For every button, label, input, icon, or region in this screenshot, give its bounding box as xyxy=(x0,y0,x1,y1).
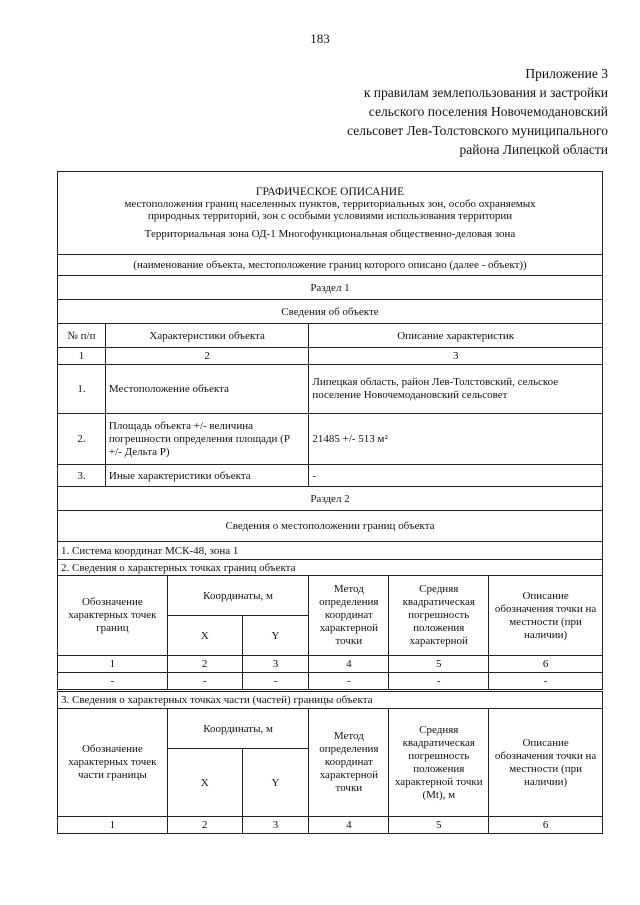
part-coords-header: Координаты, м xyxy=(167,709,309,749)
points-cell: - xyxy=(489,673,603,690)
section2-title: Раздел 2 xyxy=(58,487,603,511)
points-cell: - xyxy=(167,673,242,690)
document-title: ГРАФИЧЕСКОЕ ОПИСАНИЕ xyxy=(255,186,405,198)
points-method-header: Метод определения координат характерной точки xyxy=(309,576,389,656)
column-header: № п/п xyxy=(58,324,106,348)
characteristic-name: Местоположение объекта xyxy=(105,365,308,414)
characteristic-value: - xyxy=(309,465,603,487)
row-number: 1. xyxy=(58,365,106,414)
appendix-line: сельского поселения Новочемодановский xyxy=(368,104,608,119)
points-cell: - xyxy=(389,673,489,690)
header-cell xyxy=(58,172,603,255)
column-header: Описание характеристик xyxy=(309,324,603,348)
points-col-number: 1 xyxy=(58,656,168,673)
part-method-header: Метод определения координат характерной точки xyxy=(309,709,389,817)
points-col-number: 2 xyxy=(167,656,242,673)
part-x-header: X xyxy=(167,749,242,817)
points-cell: - xyxy=(58,673,168,690)
points-col-number: 6 xyxy=(489,656,603,673)
points-col-number: 5 xyxy=(389,656,489,673)
section1-subtitle: Сведения об объекте xyxy=(58,300,603,324)
points-x-header: X xyxy=(167,616,242,656)
part-designation-header: Обозначение характерных точек части границы xyxy=(58,709,168,817)
part-accuracy-header: Средняя квадратическая погрешность положения характерной точки (Mt), м xyxy=(389,709,489,817)
characteristic-value: 21485 +/- 513 м² xyxy=(309,414,603,465)
column-number: 3 xyxy=(309,348,603,365)
row-number: 3. xyxy=(58,465,106,487)
row-number: 2. xyxy=(58,414,106,465)
document-subtitle: местоположения границ населенных пунктов, территориальных зон, особо охраняемых xyxy=(124,198,536,210)
column-header: Характеристики объекта xyxy=(105,324,308,348)
column-number: 1 xyxy=(58,348,106,365)
appendix-line: района Липецкой области xyxy=(459,142,608,157)
object-note: (наименование объекта, местоположение границ которого описано (далее - объект)) xyxy=(58,255,603,276)
part-points-table xyxy=(57,691,603,834)
points-description-header: Описание обозначения точки на местности (при наличии) xyxy=(489,576,603,656)
part-title: 3. Сведения о характерных точках части (частей) границы объекта xyxy=(58,692,603,709)
points-y-header: Y xyxy=(242,616,309,656)
appendix-heading xyxy=(347,64,608,159)
points-col-number: 3 xyxy=(242,656,309,673)
part-y-header: Y xyxy=(242,749,309,817)
points-cell: - xyxy=(242,673,309,690)
points-coords-header: Координаты, м xyxy=(167,576,309,616)
document-subtitle: природных территорий, зон с особыми условиями использования территории xyxy=(147,210,513,222)
points-accuracy-header: Средняя квадратическая погрешность положения характерной xyxy=(389,576,489,656)
coordinate-system: 1. Система координат МСК-48, зона 1 xyxy=(58,542,603,560)
part-col-number: 1 xyxy=(58,817,168,834)
main-table xyxy=(57,171,603,690)
appendix-line: к правилам землепользования и застройки xyxy=(363,85,608,100)
appendix-line: Приложение 3 xyxy=(525,66,608,81)
part-col-number: 2 xyxy=(167,817,242,834)
part-col-number: 4 xyxy=(309,817,389,834)
points-cell: - xyxy=(309,673,389,690)
part-col-number: 5 xyxy=(389,817,489,834)
zone-name: Территориальная зона ОД-1 Многофункциональная общественно-деловая зона xyxy=(144,228,516,240)
appendix-line: сельсовет Лев-Толстовского муниципального xyxy=(347,123,608,138)
characteristic-name: Иные характеристики объекта xyxy=(105,465,308,487)
characteristic-value: Липецкая область, район Лев-Толстовский, сельское поселение Новочемодановский сельсовет xyxy=(309,365,603,414)
section2-subtitle: Сведения о местоположении границ объекта xyxy=(58,511,603,542)
points-col-number: 4 xyxy=(309,656,389,673)
points-designation-header: Обозначение характерных точек границ xyxy=(58,576,168,656)
section1-title: Раздел 1 xyxy=(58,276,603,300)
part-col-number: 3 xyxy=(242,817,309,834)
column-number: 2 xyxy=(105,348,308,365)
characteristic-name: Площадь объекта +/- величина погрешности определения площади (Р +/- Дельта Р) xyxy=(105,414,308,465)
part-description-header: Описание обозначения точки на местности (при наличии) xyxy=(489,709,603,817)
page-number: 183 xyxy=(310,31,330,46)
part-col-number: 6 xyxy=(489,817,603,834)
points-title: 2. Сведения о характерных точках границ объекта xyxy=(58,560,603,576)
